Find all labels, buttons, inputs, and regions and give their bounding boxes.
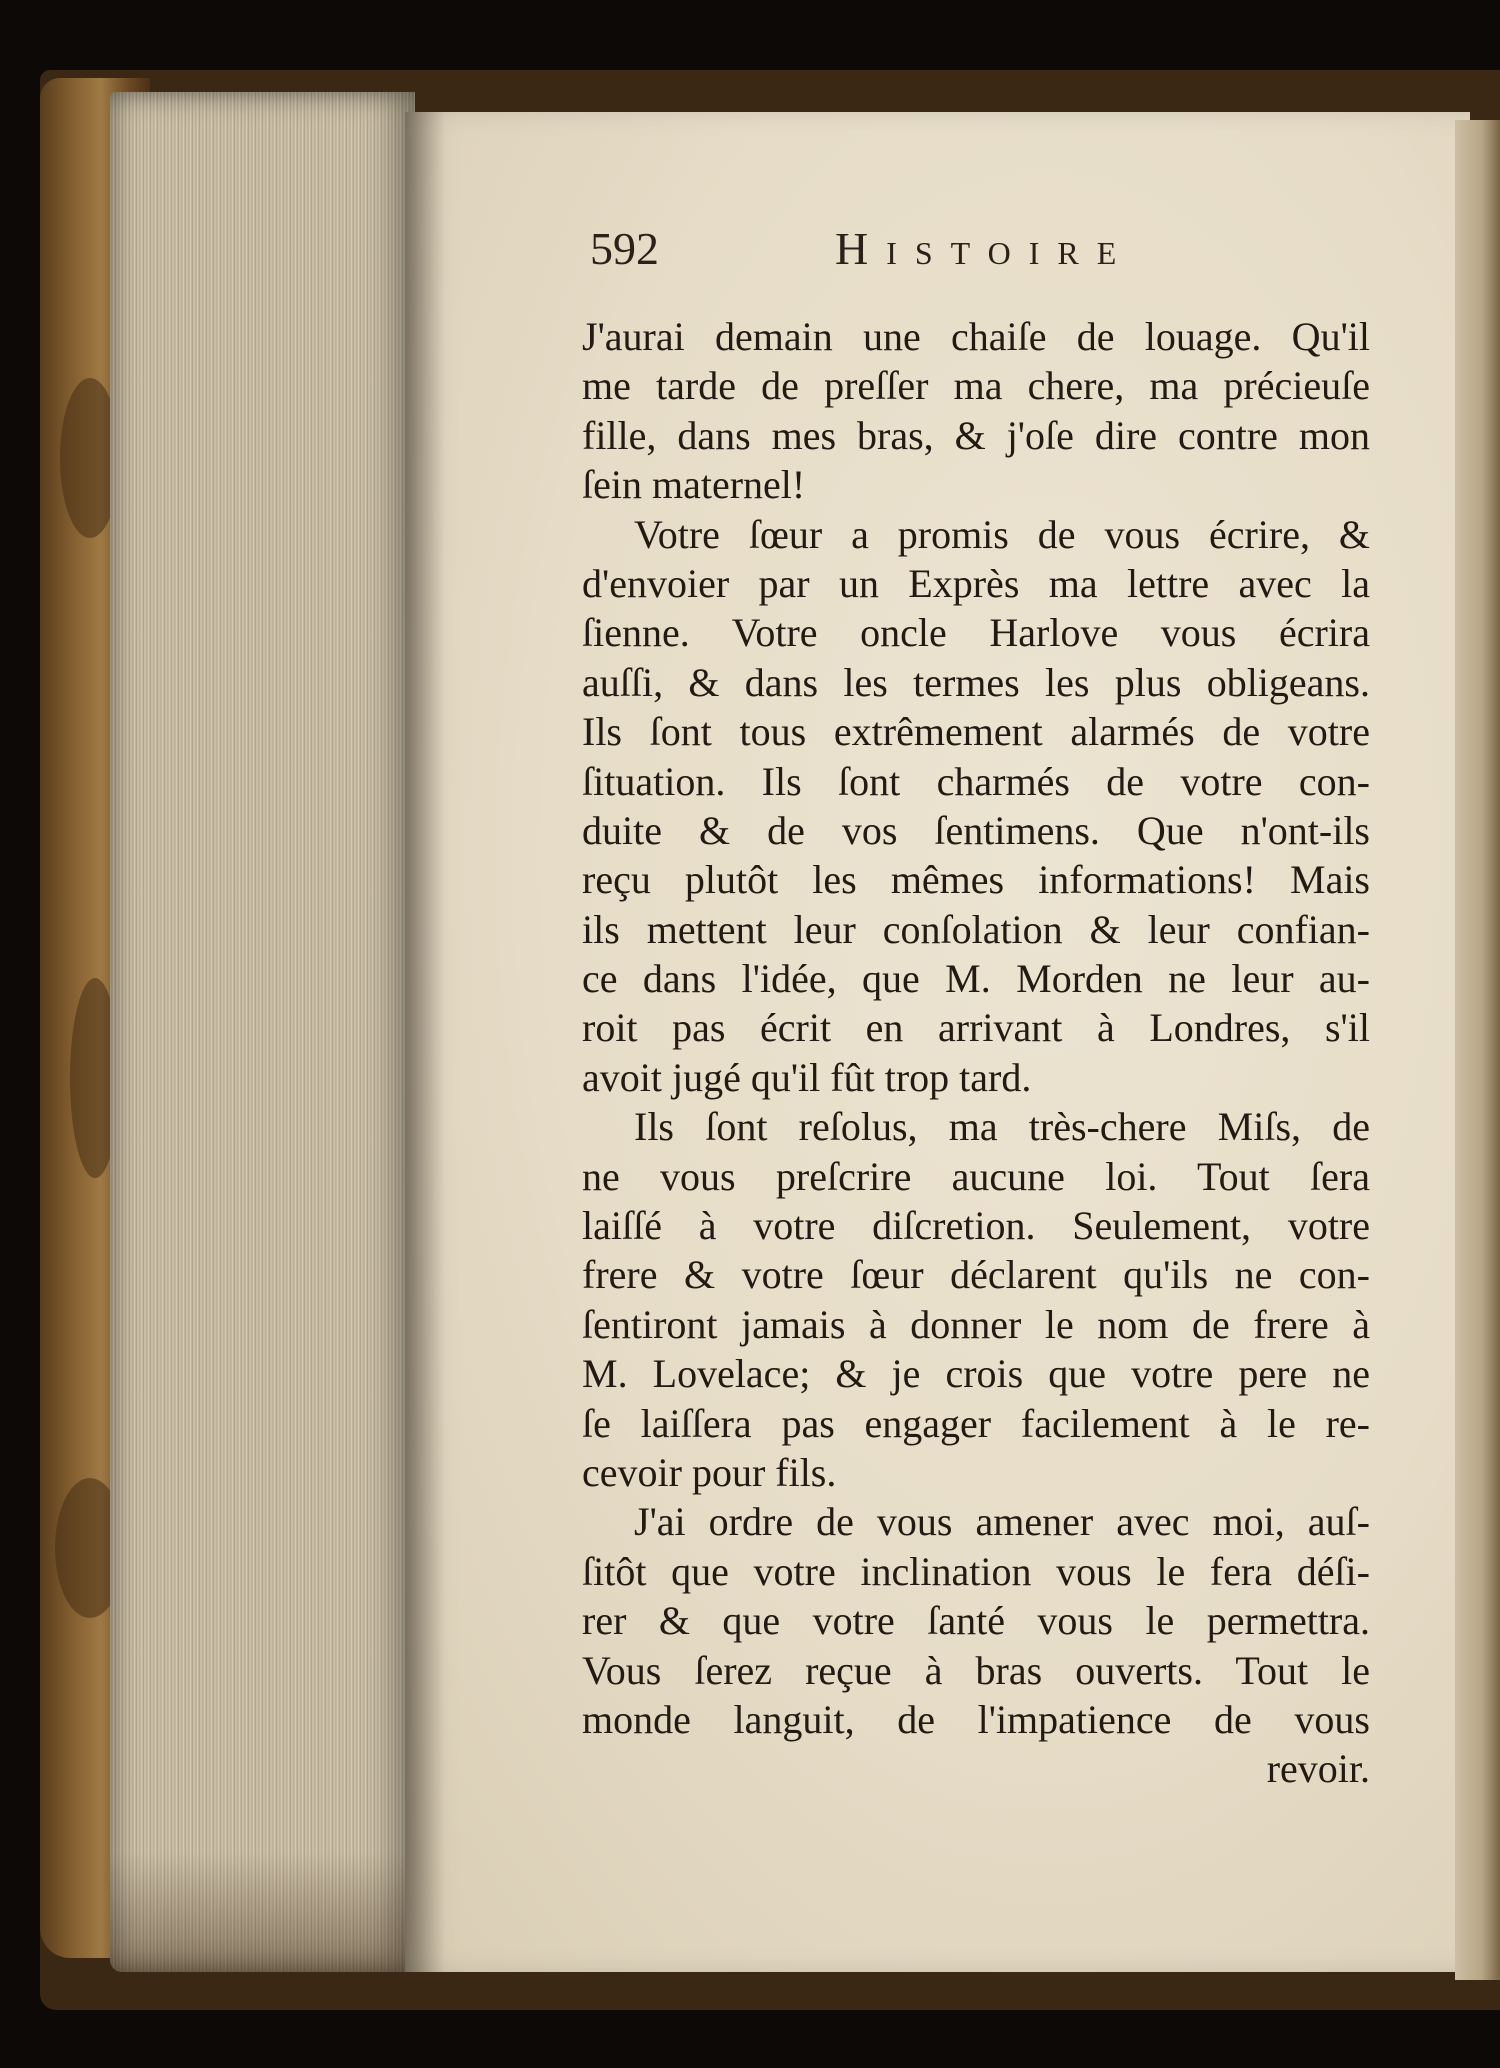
- text-line: ſentiront jamais à donner le nom de frere à: [582, 1301, 1370, 1347]
- gutter-shadow: [405, 112, 445, 1972]
- text-line: frere & votre ſœur déclarent qu'ils ne con-: [582, 1252, 1370, 1298]
- text-line: Votre ſœur a promis de vous écrire, &: [634, 511, 1370, 557]
- text-line: monde languit, de l'impatience de vous: [582, 1696, 1370, 1742]
- text-line: ſein maternel!: [582, 462, 806, 508]
- text-line: ne vous preſcrire aucune loi. Tout ſera: [582, 1153, 1370, 1199]
- text-line: ſe laiſſera pas engager facilement à le re-: [582, 1400, 1370, 1446]
- text-line: laiſſé à votre diſcretion. Seulement, votre: [582, 1203, 1370, 1249]
- text-line: duite & de vos ſentimens. Que n'ont-ils: [582, 807, 1370, 853]
- text-line: avoit jugé qu'il fût trop tard.: [582, 1054, 1032, 1100]
- text-line: me tarde de preſſer ma chere, ma précieuſe: [582, 363, 1370, 409]
- page-edges: [110, 92, 415, 1972]
- text-line: fille, dans mes bras, & j'oſe dire contre mon: [582, 412, 1370, 458]
- text-line: M. Lovelace; & je crois que votre pere ne: [582, 1351, 1370, 1397]
- facing-page-edge: [1455, 120, 1500, 1980]
- text-line: Ils ſont tous extrêmement alarmés de votre: [582, 709, 1370, 755]
- text-line: J'aurai demain une chaiſe de louage. Qu'il: [582, 314, 1370, 359]
- text-line: cevoir pour fils.: [582, 1449, 837, 1495]
- running-head: Histoire: [835, 223, 1135, 274]
- text-line: d'envoier par un Exprès ma lettre avec la: [582, 560, 1370, 606]
- text-line: revoir.: [1266, 1746, 1370, 1792]
- text-line: reçu plutôt les mêmes informations! Mais: [582, 857, 1370, 903]
- text-line: roit pas écrit en arrivant à Londres, s'il: [582, 1005, 1370, 1051]
- page-header: [590, 222, 1390, 282]
- text-line: Vous ſerez reçue à bras ouverts. Tout le: [582, 1647, 1370, 1693]
- text-line: rer & que votre ſanté vous le permettra.: [582, 1598, 1370, 1644]
- text-line: J'ai ordre de vous amener avec moi, auſ-: [634, 1499, 1370, 1545]
- text-line: auſſi, & dans les termes les plus obligeans.: [582, 659, 1370, 705]
- text-line: Ils ſont reſolus, ma très-chere Miſs, de: [634, 1104, 1370, 1150]
- body-text: [582, 312, 1370, 1794]
- text-line: ſitôt que votre inclination vous le fera déſi-: [582, 1548, 1370, 1594]
- text-line: ſienne. Votre oncle Harlove vous écrira: [582, 610, 1370, 656]
- text-line: ce dans l'idée, que M. Morden ne leur au-: [582, 956, 1370, 1002]
- page-number: 592: [590, 223, 659, 274]
- text-line: ils mettent leur conſolation & leur confian-: [582, 906, 1370, 952]
- text-line: ſituation. Ils ſont charmés de votre con-: [582, 758, 1370, 804]
